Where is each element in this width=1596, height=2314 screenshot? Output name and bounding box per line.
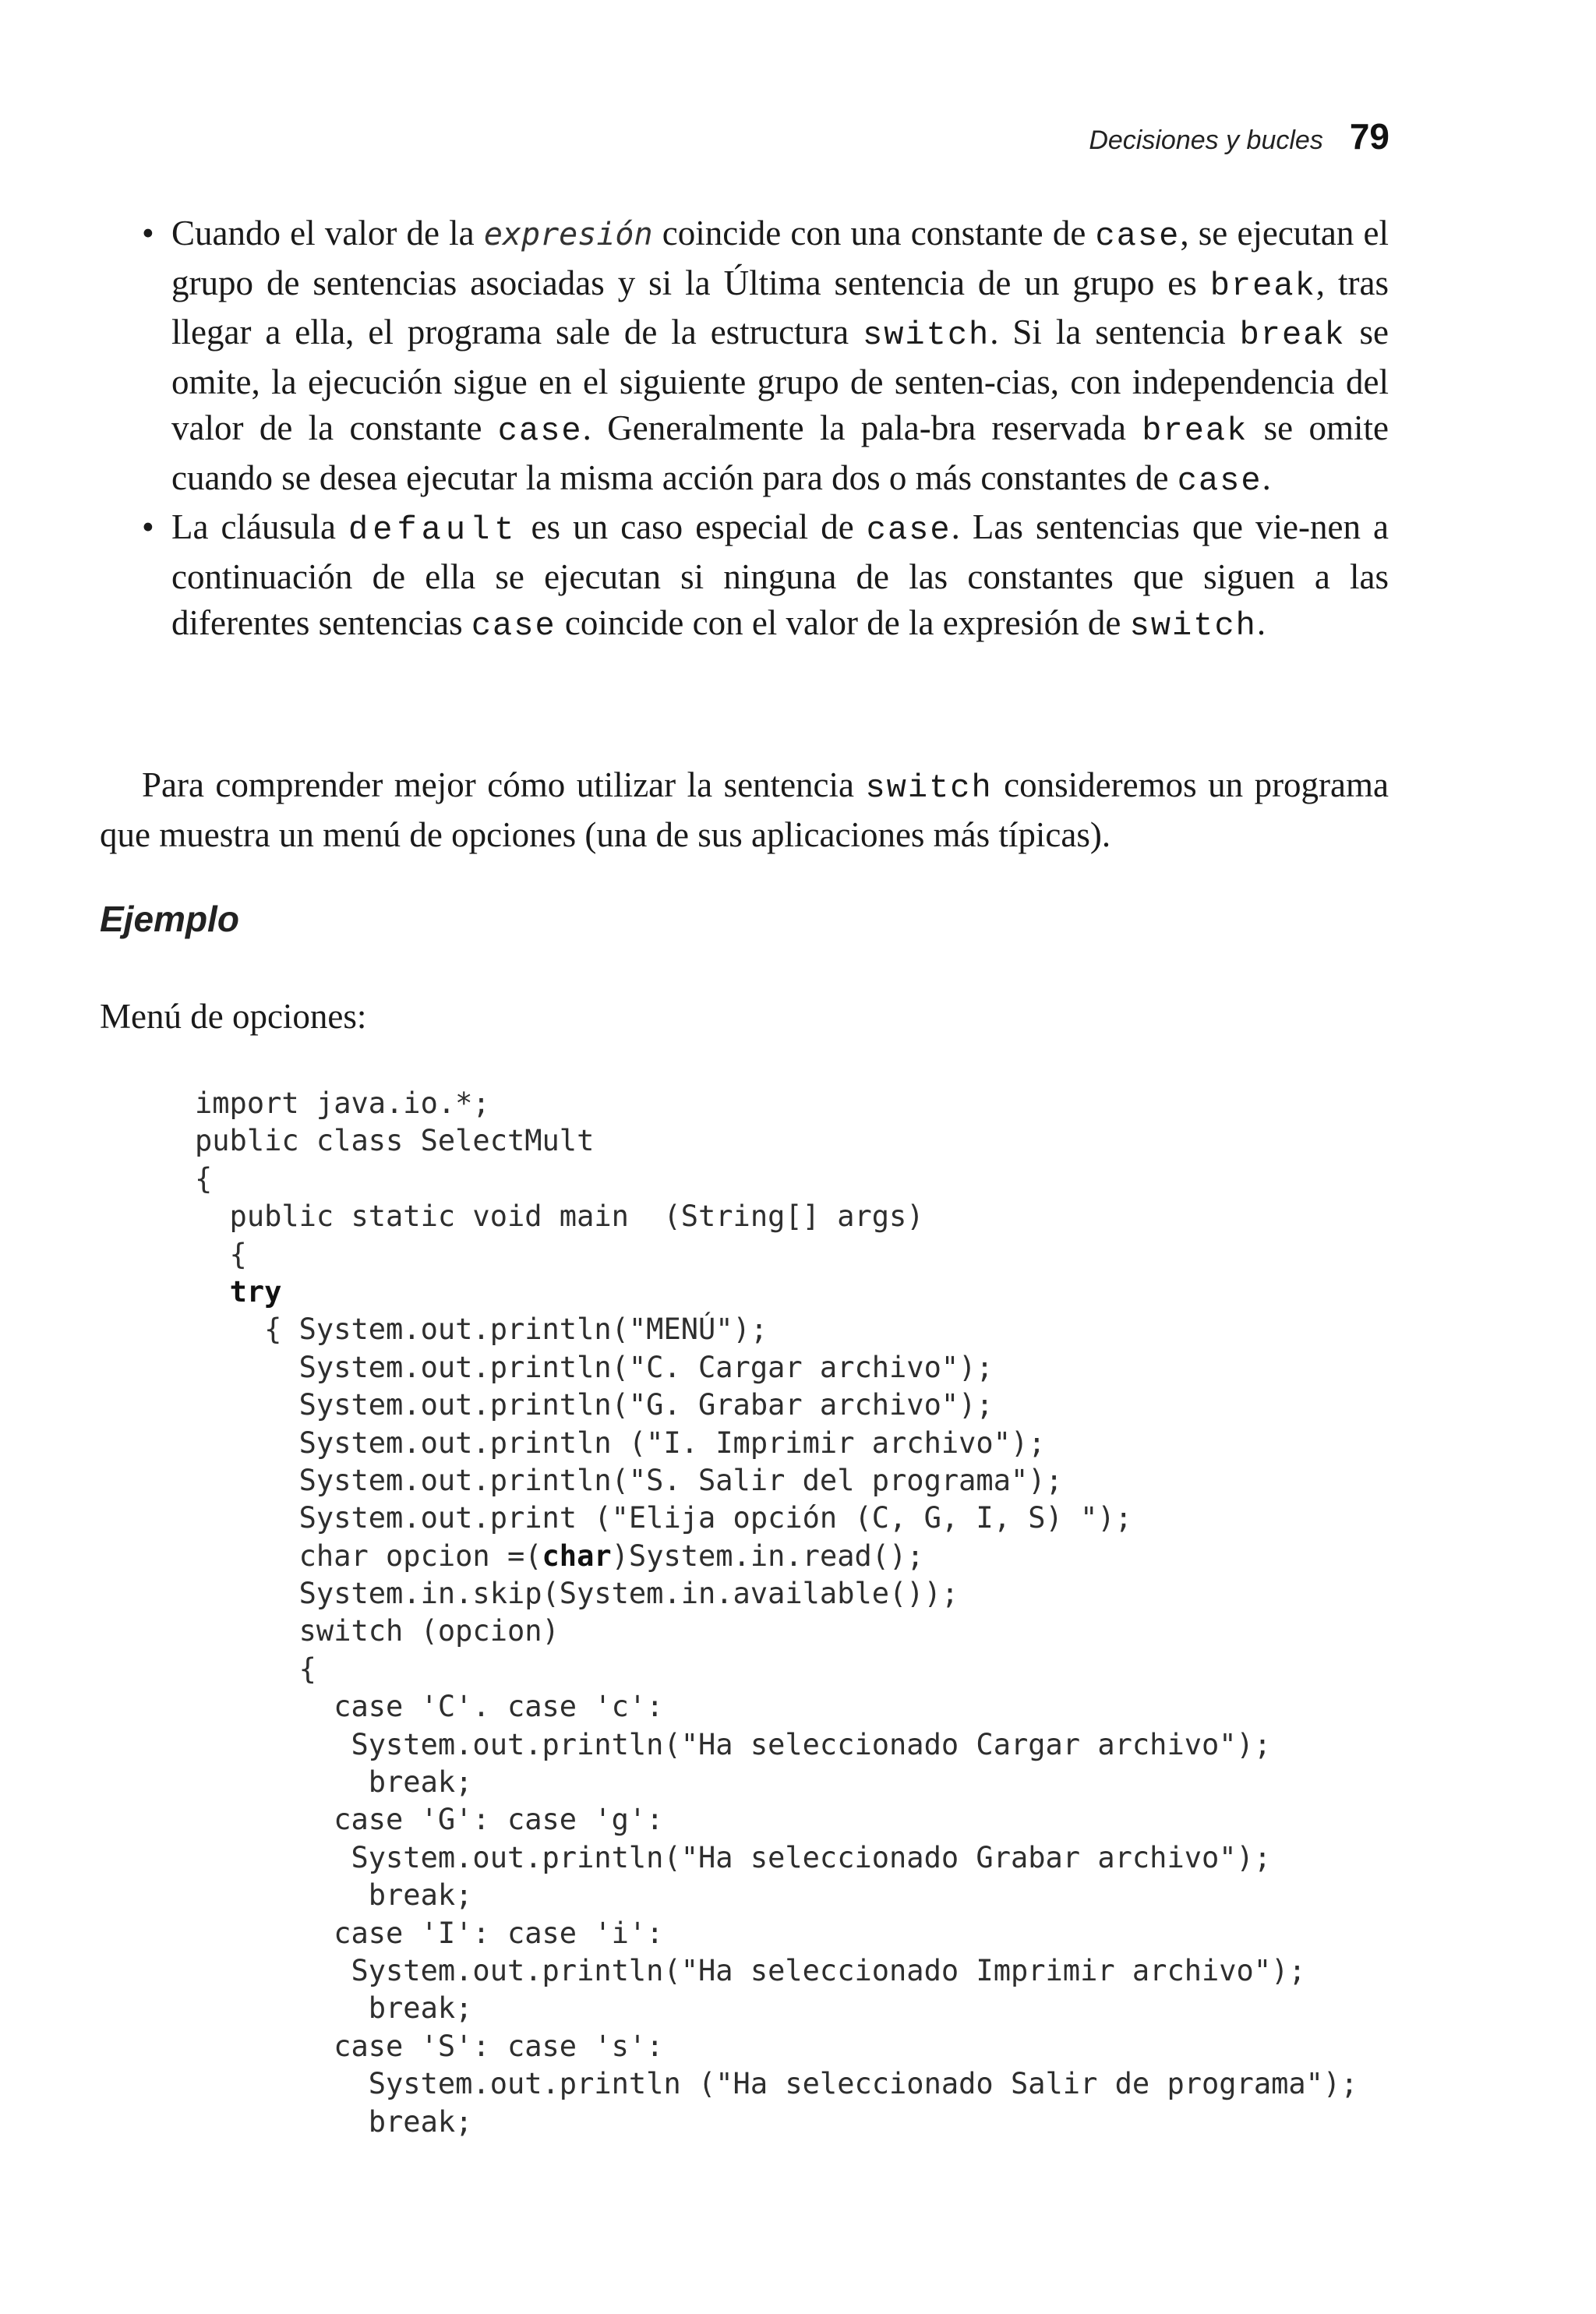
code-line: { (195, 1237, 247, 1271)
code-line: System.out.println("Ha seleccionado Cargar archivo"); (195, 1727, 1272, 1761)
text-run: . (1256, 603, 1266, 642)
code-line: break; (195, 1765, 473, 1800)
text-run: consideremos un programa que muestra un menú de opciones (una de sus aplicaciones más típicas). (100, 765, 1389, 854)
code-term: switch (865, 769, 993, 807)
section-heading: Ejemplo (100, 899, 239, 939)
code-term: break (1209, 267, 1316, 305)
intro-paragraph (100, 761, 1389, 858)
code-term: case (1177, 461, 1262, 500)
bullet-list (142, 210, 1389, 650)
text-run: coincide con el valor de la expresión de (556, 603, 1130, 642)
code-run: char opcion =( (195, 1539, 542, 1573)
text-run: . Si la sentencia (990, 313, 1240, 352)
code-line: public class SelectMult (195, 1124, 595, 1158)
bullet-item (142, 504, 1389, 650)
text-run: , tras llegar a ella, el programa sale de la estructura (171, 263, 1389, 352)
code-term: break (1239, 316, 1346, 354)
text-run: se omite, la ejecución sigue en el siguiente grupo de senten-cias, con independencia del valor de la constante (171, 313, 1389, 447)
code-line: System.in.skip(System.in.available()); (195, 1577, 959, 1611)
running-head: Decisiones y bucles (1089, 125, 1323, 155)
text-run: Para comprender mejor cómo utilizar la sentencia (142, 765, 866, 804)
code-line: break; (195, 2104, 473, 2139)
code-line: System.out.println("Ha seleccionado Grabar archivo"); (195, 1840, 1272, 1874)
code-term: switch (1129, 607, 1257, 645)
code-term: default (348, 511, 519, 549)
code-line: case 'I': case 'i': (195, 1916, 664, 1950)
code-line: System.out.println ("I. Imprimir archivo"); (195, 1425, 1046, 1460)
code-line: public static void main (String[] args) (195, 1199, 924, 1234)
code-line: case 'S': case 's': (195, 2029, 664, 2063)
code-keyword: try (229, 1274, 282, 1309)
code-term: case (866, 511, 952, 549)
bullet-item (142, 210, 1389, 504)
text-run: coincide con una constante de (652, 214, 1096, 253)
code-line: { (195, 1652, 316, 1686)
text-run: La cláusula (171, 507, 349, 546)
code-term: case (1095, 217, 1181, 255)
text-run: . (1262, 458, 1271, 497)
text-run: es un caso especial de (518, 507, 867, 546)
bullet-mark: • (142, 214, 154, 253)
code-line: switch (opcion) (195, 1614, 560, 1648)
code-term: break (1142, 412, 1248, 450)
code-line: { (195, 1161, 213, 1196)
code-line: System.out.println("S. Salir del programa"); (195, 1463, 1063, 1497)
text-run: Cuando el valor de la (171, 214, 484, 253)
page-header (1089, 115, 1389, 162)
code-line: case 'C'. case 'c': (195, 1690, 664, 1724)
text-run: . Generalmente la pala-bra reservada (582, 408, 1142, 447)
code-line: break; (195, 1991, 473, 2026)
code-line: System.out.println("C. Cargar archivo"); (195, 1350, 994, 1384)
code-listing (195, 1085, 1411, 2141)
code-line: import java.io.*; (195, 1086, 490, 1120)
code-term: expresión (483, 217, 653, 253)
code-term: case (497, 412, 583, 450)
code-line: case 'G': case 'g': (195, 1803, 664, 1837)
text-run: se omite cuando se desea ejecutar la misma acción para dos o más constantes de (171, 408, 1389, 497)
code-term: case (471, 607, 556, 645)
menu-caption: Menú de opciones: (100, 997, 367, 1036)
code-line (195, 1538, 1411, 1575)
code-term: switch (863, 316, 990, 354)
code-line: break; (195, 1878, 473, 1913)
code-line: System.out.print ("Elija opción (C, G, I, S) "); (195, 1501, 1132, 1535)
code-line (195, 1274, 1411, 1311)
code-line: System.out.println("G. Grabar archivo"); (195, 1388, 994, 1422)
text-run: . Las sentencias que vie-nen a continuación de ella se ejecutan si ninguna de las constantes que siguen a las diferentes sentencias (171, 507, 1389, 642)
bullet-mark: • (142, 507, 154, 546)
code-line: System.out.println("Ha seleccionado Imprimir archivo"); (195, 1953, 1306, 1987)
page-number: 79 (1349, 116, 1389, 157)
code-keyword: char (542, 1539, 612, 1573)
code-line: { System.out.println("MENÚ"); (195, 1312, 768, 1347)
text-run: , se ejecutan el grupo de sentencias asociadas y si la Última sentencia de un grupo es (171, 214, 1389, 302)
code-line: System.out.println ("Ha seleccionado Salir de programa"); (195, 2067, 1358, 2101)
code-run: )System.in.read(); (611, 1539, 924, 1573)
